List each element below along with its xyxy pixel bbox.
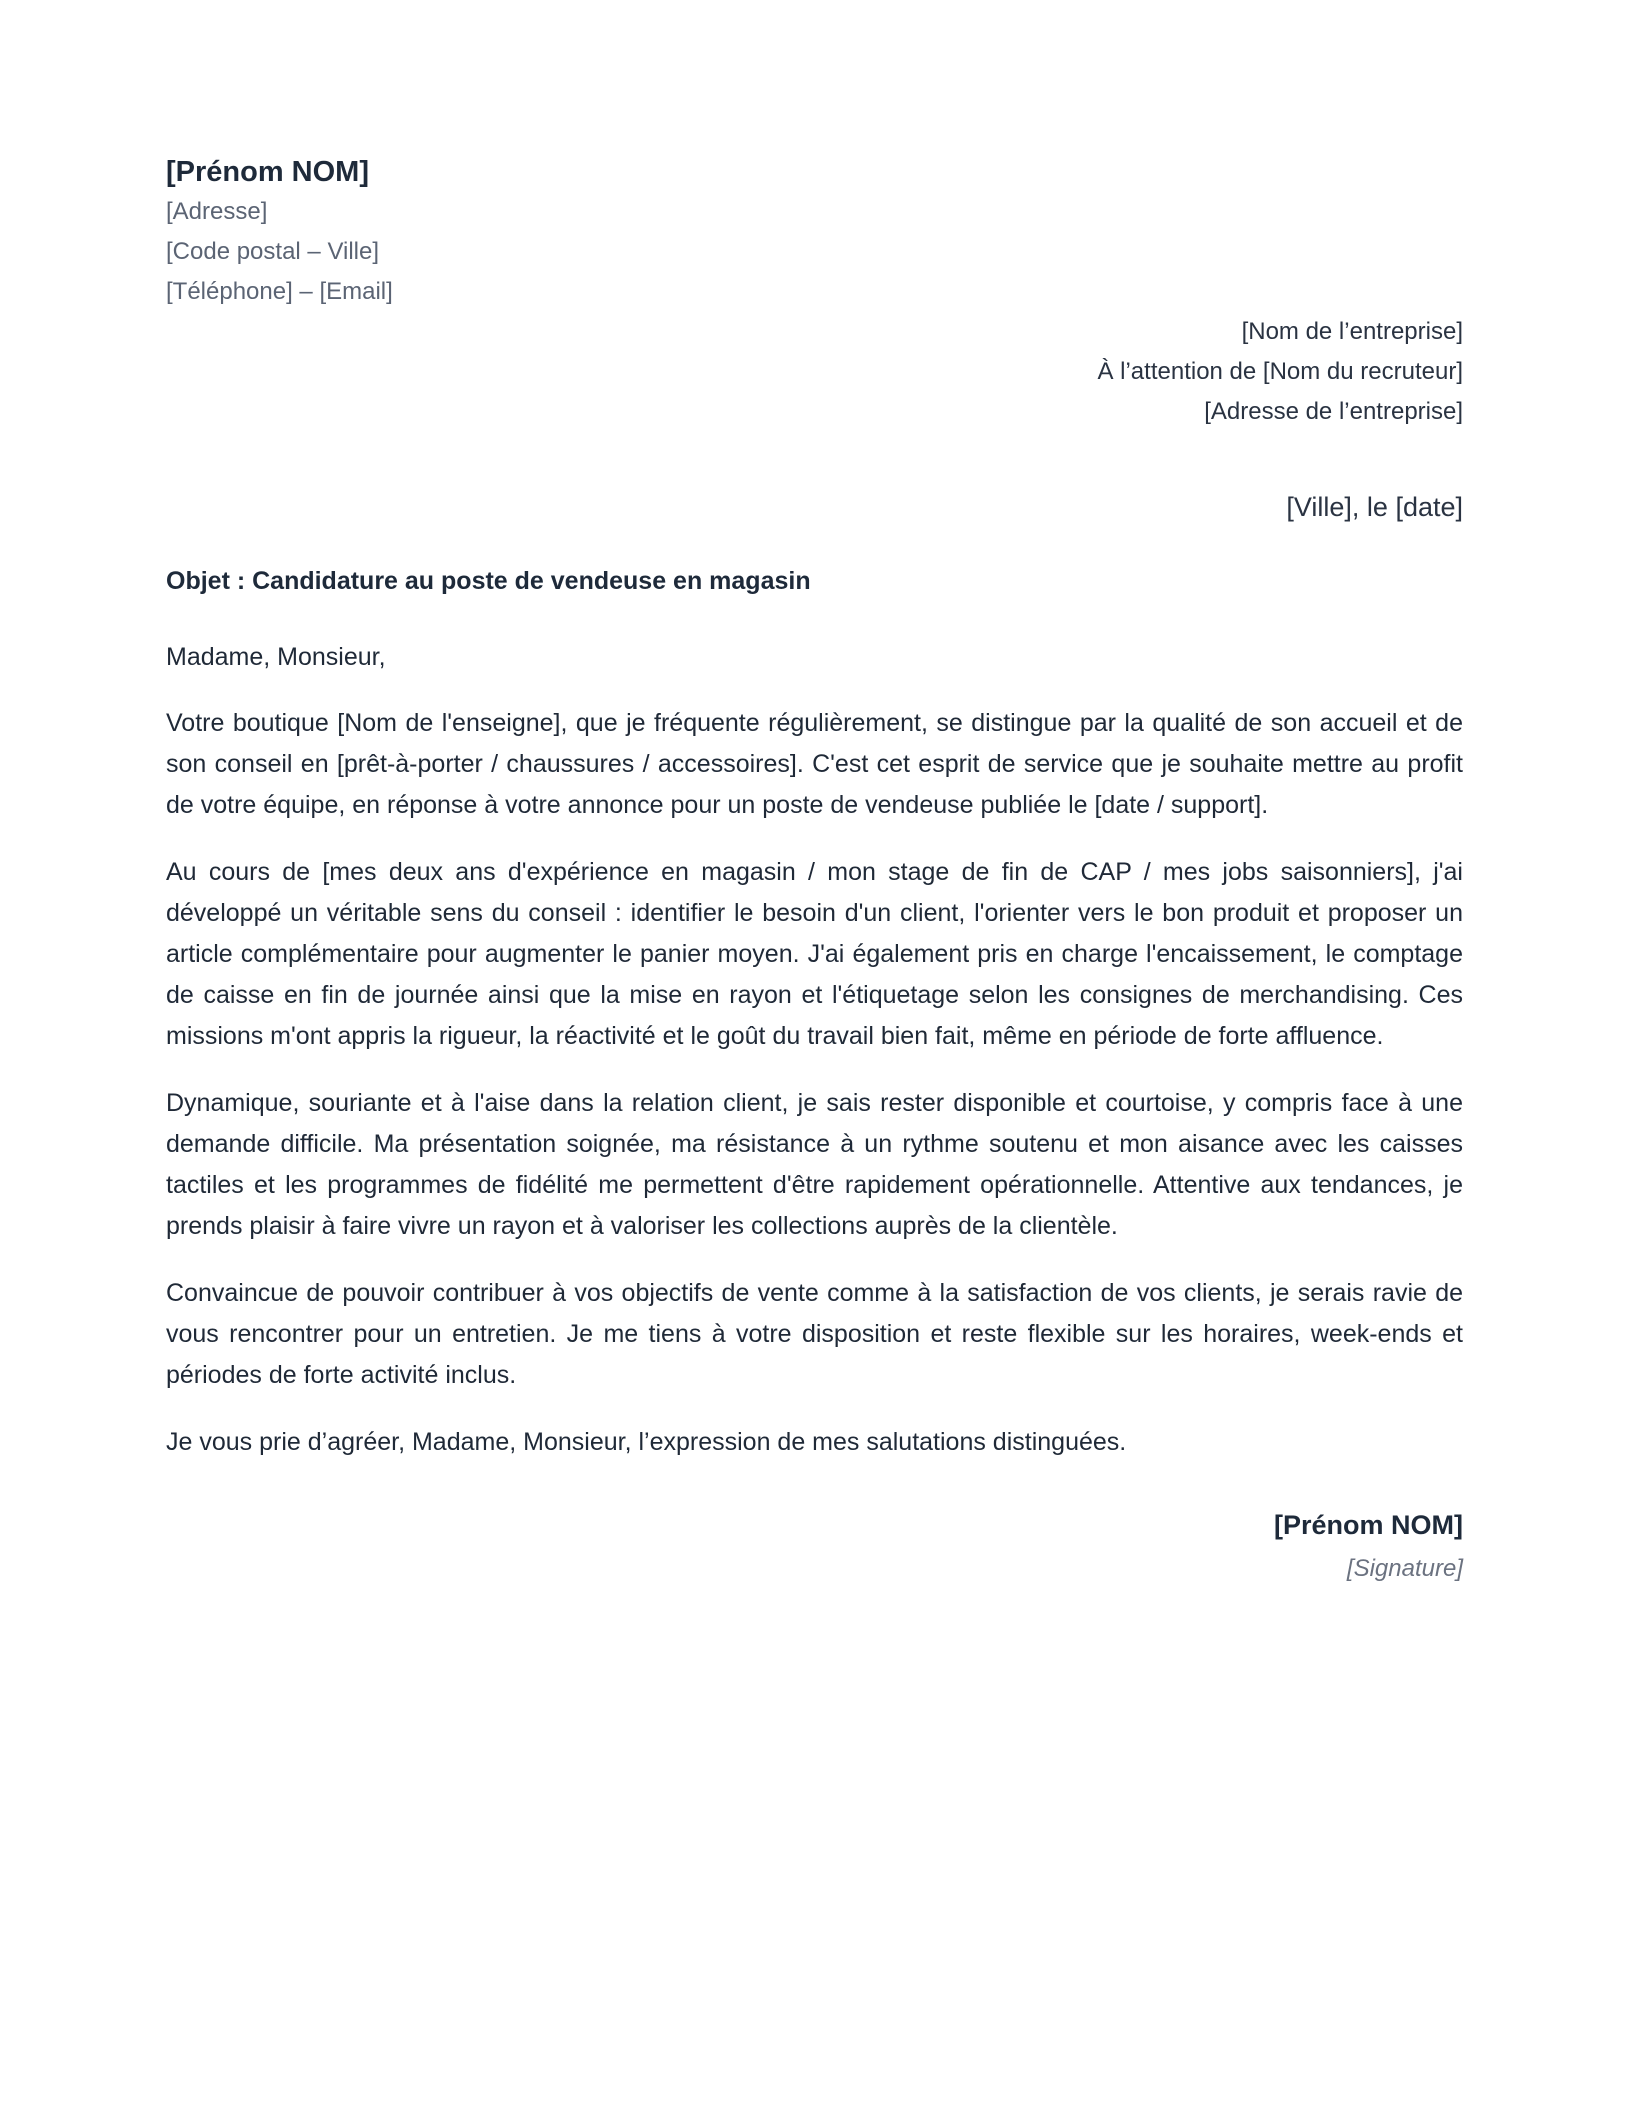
- body-paragraph-4: Convaincue de pouvoir contribuer à vos objectifs de vente comme à la satisfaction de vos clients, je serais ravie de vous rencontrer pour un entretien. Je me tiens à votre disposition et reste flexible sur les horaires, week-ends et périodes de forte activité inclus.: [166, 1279, 1463, 1389]
- recipient-address: [Adresse de l’entreprise]: [1204, 398, 1463, 425]
- subject-line: Objet : Candidature au poste de vendeuse en magasin: [166, 567, 811, 595]
- sender-block: [166, 152, 1463, 312]
- recipient-attention: À l’attention de [Nom du recruteur]: [1097, 358, 1463, 385]
- body-paragraph-3: Dynamique, souriante et à l'aise dans la relation client, je sais rester disponible et courtoise, y compris face à une demande difficile. Ma présentation soignée, ma résistance à un rythme soutenu et mon aisance avec les caisses tactiles et les programmes de fidélité me permettent d'être rapidement opérationnelle. Attentive aux tendances, je prends plaisir à faire vivre un rayon et à valoriser les collections auprès de la clientèle.: [166, 1089, 1463, 1240]
- sender-name: [Prénom NOM]: [166, 156, 369, 188]
- date-line: [Ville], le [date]: [1286, 492, 1463, 522]
- sender-contact: [Téléphone] – [Email]: [166, 278, 393, 305]
- salutation: Madame, Monsieur,: [166, 643, 386, 671]
- closing-formula: Je vous prie d’agréer, Madame, Monsieur, l’expression de mes salutations distinguées.: [166, 1428, 1127, 1456]
- signature-block: [166, 1505, 1463, 1589]
- sender-postal-city: [Code postal – Ville]: [166, 238, 380, 265]
- body-paragraph-2: Au cours de [mes deux ans d'expérience en magasin / mon stage de fin de CAP / mes jobs saisonniers], j'ai développé un véritable sens du conseil : identifier le besoin d'un client, l'orienter vers le bon produit et proposer un article complémentaire pour augmenter le panier moyen. J'ai également pris en charge l'encaissement, le comptage de caisse en fin de journée ainsi que la mise en rayon et l'étiquetage selon les consignes de merchandising. Ces missions m'ont appris la rigueur, la réactivité et le goût du travail bien fait, même en période de forte affluence.: [166, 858, 1463, 1050]
- sender-address: [Adresse]: [166, 198, 268, 225]
- recipient-block: [166, 312, 1463, 432]
- recipient-company: [Nom de l’entreprise]: [1241, 318, 1463, 345]
- letter-page: [166, 152, 1463, 1589]
- signature-placeholder: [Signature]: [1346, 1555, 1463, 1582]
- signature-name: [Prénom NOM]: [1274, 1510, 1463, 1540]
- body-paragraph-1: Votre boutique [Nom de l'enseigne], que je fréquente régulièrement, se distingue par la qualité de son accueil et de son conseil en [prêt-à-porter / chaussures / accessoires]. C'est cet esprit de service que je souhaite mettre au profit de votre équipe, en réponse à votre annonce pour un poste de vendeuse publiée le [date / support].: [166, 709, 1463, 819]
